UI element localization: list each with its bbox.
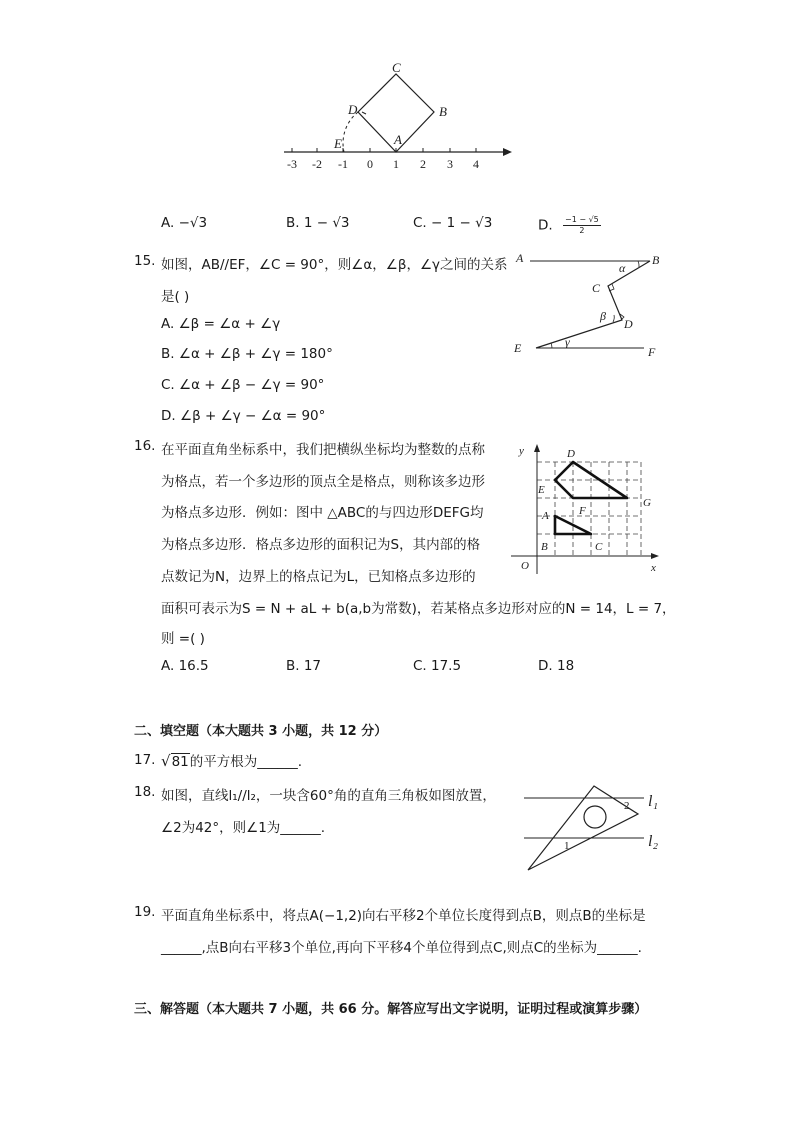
- q19-stem-line1: 平面直角坐标系中，将点A(−1,2)向右平移2个单位长度得到点B，则点B的坐标是: [161, 908, 646, 924]
- point-label: D: [624, 317, 633, 331]
- axis-label: x: [651, 562, 656, 574]
- q19-number: 19.: [134, 904, 156, 920]
- angle-label: 1: [564, 840, 570, 852]
- q18-stem-line2: ∠2为42°，则∠1为______.: [161, 820, 326, 836]
- point-label: A: [394, 132, 402, 147]
- q16-option-b[interactable]: B. 17: [286, 658, 322, 674]
- q16-stem-line: 为格点多边形．格点多边形的面积记为S，其内部的格: [161, 537, 481, 553]
- point-label: F: [648, 345, 656, 359]
- q15-option-a[interactable]: A. ∠β = ∠α + ∠γ: [161, 316, 281, 332]
- point-label: B: [439, 104, 447, 119]
- q14-option-c[interactable]: C. − 1 − √3: [413, 215, 493, 231]
- point-label: E: [538, 484, 545, 496]
- q16-stem-line: 为格点多边形．例如：图中 △ABC的与四边形DEFG均: [161, 505, 484, 521]
- q16-option-d[interactable]: D. 18: [538, 658, 575, 674]
- point-label: B: [652, 253, 660, 267]
- q16-stem-line: 为格点，若一个多边形的顶点全是格点，则称该多边形: [161, 474, 485, 490]
- point-label: G: [643, 497, 651, 509]
- q14-option-a[interactable]: A. −√3: [161, 215, 208, 231]
- line-label-l2: l₂: [648, 833, 659, 850]
- q15-option-b[interactable]: B. ∠α + ∠β + ∠γ = 180°: [161, 346, 333, 362]
- point-label: F: [579, 505, 586, 517]
- q17-stem: [161, 750, 302, 770]
- angle-label: 2: [624, 800, 630, 812]
- point-label: C: [392, 60, 401, 75]
- q15-stem-line2: 是( ): [161, 289, 190, 305]
- fraction-denominator: 2: [579, 226, 585, 235]
- q16-stem-line: 面积可表示为S = N + aL + b(a,b为常数)，若某格点多边形对应的N = 14，L = 7，: [161, 601, 676, 617]
- q18-stem-line1: 如图，直线l₁//l₂，一块含60°角的直角三角板如图放置，: [161, 788, 496, 804]
- tick-label: -1: [338, 157, 348, 171]
- point-label: D: [348, 102, 358, 117]
- section-3-title: 三、解答题（本大题共 7 小题，共 66 分。解答应写出文字说明，证明过程或演算步骤）: [134, 1002, 648, 1017]
- q17-text: 的平方根为______.: [189, 754, 303, 770]
- q15-option-d[interactable]: D. ∠β + ∠γ − ∠α = 90°: [161, 408, 326, 424]
- q16-stem-line: 在平面直角坐标系中，我们把横纵坐标均为整数的点称: [161, 442, 485, 458]
- radicand: 81: [171, 754, 189, 770]
- line-label-l1: l₁: [648, 793, 659, 810]
- sqrt-icon: √: [161, 752, 171, 770]
- fraction-numerator: −1 − √5: [564, 215, 599, 224]
- q15-figure: [510, 248, 670, 360]
- q16-number: 16.: [134, 438, 156, 454]
- q14-figure: [280, 58, 520, 178]
- point-label: C: [592, 281, 601, 295]
- q15-stem-line1: 如图，AB//EF，∠C = 90°，则∠α，∠β，∠γ之间的关系: [161, 257, 508, 273]
- section-2-title: 二、填空题（本大题共 3 小题，共 12 分）: [134, 724, 388, 739]
- axis-label: y: [519, 445, 524, 457]
- q14-option-b[interactable]: B. 1 − √3: [286, 215, 350, 231]
- q14-option-d[interactable]: [538, 215, 601, 236]
- q16-stem-line: 则 =( ): [161, 631, 205, 647]
- q18-figure: [520, 782, 670, 878]
- angle-label: γ: [565, 335, 570, 349]
- q16-option-c[interactable]: C. 17.5: [413, 658, 462, 674]
- point-label: C: [595, 541, 603, 553]
- tick-label: 4: [473, 157, 479, 171]
- point-label: E: [334, 136, 342, 151]
- tick-label: 3: [447, 157, 453, 171]
- q15-option-c[interactable]: C. ∠α + ∠β − ∠γ = 90°: [161, 377, 325, 393]
- angle-label: β: [600, 309, 606, 323]
- tick-label: 0: [367, 157, 373, 171]
- point-label: E: [514, 341, 522, 355]
- tick-label: 1: [393, 157, 399, 171]
- angle-label: α: [619, 261, 626, 275]
- point-label: A: [542, 510, 549, 522]
- option-letter: D.: [538, 217, 553, 234]
- point-label: B: [541, 541, 548, 553]
- q16-grid-figure: [505, 438, 665, 578]
- q19-stem-line2: ______,点B向右平移3个单位,再向下平移4个单位得到点C,则点C的坐标为______.: [161, 940, 642, 956]
- point-label: D: [567, 448, 575, 460]
- q16-stem-line: 点数记为N，边界上的格点记为L，已知格点多边形的: [161, 569, 476, 585]
- q15-number: 15.: [134, 253, 156, 269]
- point-label: A: [516, 251, 524, 265]
- fraction: [563, 215, 601, 236]
- tick-label: 2: [420, 157, 426, 171]
- q18-number: 18.: [134, 784, 156, 800]
- origin-label: O: [521, 560, 529, 572]
- tick-label: -2: [312, 157, 322, 171]
- tick-label: -3: [287, 157, 297, 171]
- q16-option-a[interactable]: A. 16.5: [161, 658, 209, 674]
- q17-number: 17.: [134, 752, 156, 768]
